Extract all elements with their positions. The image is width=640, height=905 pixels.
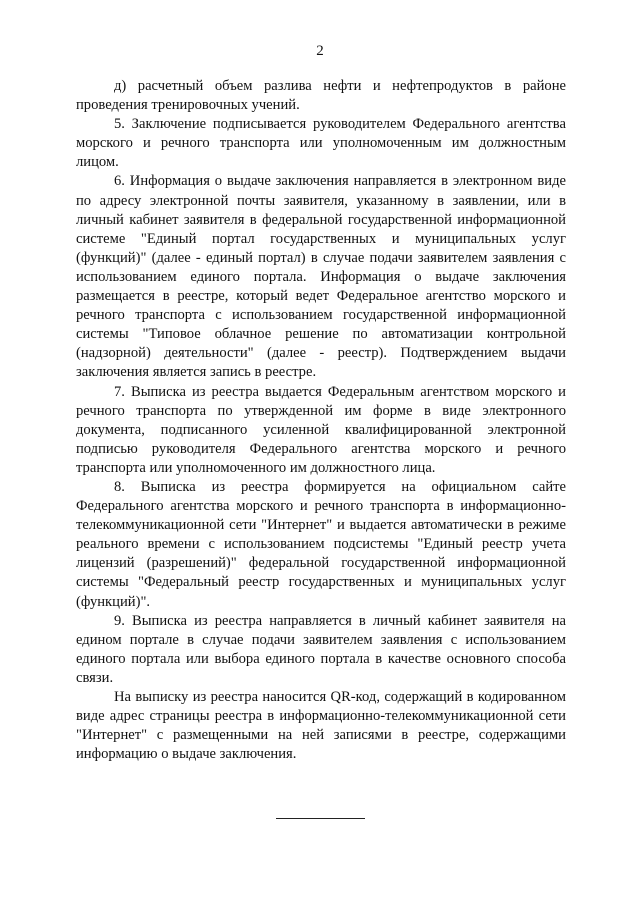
paragraph-d: д) расчетный объем разлива нефти и нефтепродуктов в районе проведения тренировочных учений. bbox=[76, 78, 566, 114]
page-number: 2 bbox=[316, 43, 324, 59]
paragraph-8: 8. Выписка из реестра формируется на официальном сайте Федерального агентства морского и речного транспорта в информационно-телекоммуникационной сети "Интернет" и выдается автоматически в режиме реального времени с использованием подсистемы "Единый реестр учета лицензий (разрешений)" федеральной государственной информационной системы "Федеральный реестр государственных и муниципальных услуг (функций)". bbox=[76, 478, 566, 610]
paragraph-7: 7. Выписка из реестра выдается Федеральным агентством морского и речного транспорта по утвержденной им форме в виде электронного документа, подписанного усиленной квалифицированной электронной подписью руководителя Федерального агентства морского и речного транспорта или уполномоченного им должностного лица. bbox=[76, 383, 566, 476]
paragraph-9: 9. Выписка из реестра направляется в личный кабинет заявителя на едином портале в случае подачи заявителем заявления с использованием единого портала или выбора единого портала в качестве основного способа связи. bbox=[76, 612, 566, 686]
footer-separator-line bbox=[276, 818, 365, 819]
paragraph-5: 5. Заключение подписывается руководителем Федерального агентства морского и речного транспорта или уполномоченным им должностным лицом. bbox=[76, 116, 566, 171]
document-body bbox=[76, 77, 566, 764]
paragraph-qr-code: На выписку из реестра наносится QR-код, содержащий в кодированном виде адрес страницы реестра в информационно-телекоммуникационной сети "Интернет" с размещенными на ней записями в реестре, содержащими информацию о выдаче заключения. bbox=[76, 689, 566, 763]
paragraph-6: 6. Информация о выдаче заключения направляется в электронном виде по адресу электронной почты заявителя, указанному в заявлении, или в личный кабинет заявителя в федеральной государственной информационной системе "Единый портал государственных и муниципальных услуг (функций)" (далее - единый портал) в случае подачи заявителем заявления с использованием единого портала. Информация о выдаче заключения размещается в реестре, который ведет Федеральное агентство морского и речного транспорта с использованием государственной информационной системы "Типовое облачное решение по автоматизации контрольной (надзорной) деятельности" (далее - реестр). Подтверждением выдачи заключения является запись в реестре. bbox=[76, 173, 566, 381]
